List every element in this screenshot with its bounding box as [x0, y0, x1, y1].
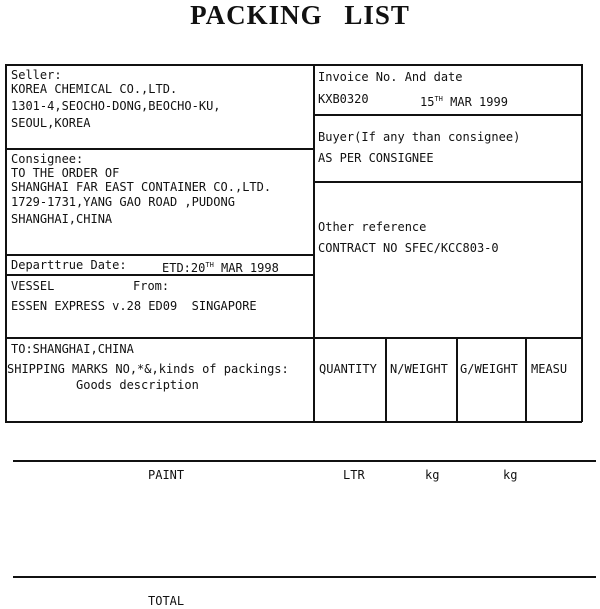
column-header-nweight: N/WEIGHT: [390, 362, 448, 376]
invoice-bottom-border: [313, 114, 582, 116]
goods-description-label: Goods description: [76, 378, 199, 392]
seller-bottom-border: [5, 148, 314, 150]
item-description: PAINT: [148, 468, 185, 482]
departure-etd: ETD:20TH MAR 1998: [162, 261, 279, 275]
vessel-value: ESSEN EXPRESS v.28 ED09 SINGAPORE: [11, 299, 257, 313]
invoice-number: KXB0320: [318, 92, 369, 106]
buyer-value: AS PER CONSIGNEE: [318, 151, 434, 165]
table-top-border: [5, 64, 582, 66]
vessel-bottom-border: [5, 337, 582, 339]
table-bottom-border: [5, 421, 582, 423]
seller-name: KOREA CHEMICAL CO.,LTD.: [11, 82, 178, 96]
total-label: TOTAL: [148, 594, 185, 608]
seller-label: Seller:: [11, 68, 62, 82]
consignee-line-1: TO THE ORDER OF: [11, 166, 120, 180]
item-nweight-unit: kg: [425, 468, 440, 482]
consignee-line-3: 1729-1731,YANG GAO ROAD ,PUDONG: [11, 195, 235, 209]
other-reference-label: Other reference: [318, 220, 427, 234]
seller-address-2: SEOUL,KOREA: [11, 116, 91, 130]
other-reference-value: CONTRACT NO SFEC/KCC803-0: [318, 241, 499, 255]
total-section-top-rule: [13, 576, 596, 578]
consignee-label: Consignee:: [11, 152, 84, 166]
table-center-divider: [313, 64, 315, 422]
destination: TO:SHANGHAI,CHINA: [11, 342, 134, 356]
invoice-label: Invoice No. And date: [318, 70, 463, 84]
shipping-marks-label: SHIPPING MARKS NO,*&,kinds of packings:: [7, 362, 289, 376]
invoice-date: 15TH MAR 1999: [420, 95, 508, 109]
column-divider-quantity: [385, 337, 387, 422]
consignee-line-2: SHANGHAI FAR EAST CONTAINER CO.,LTD.: [11, 180, 272, 194]
seller-address-1: 1301-4,SEOCHO-DONG,BEOCHO-KU,: [11, 99, 221, 113]
table-right-border: [581, 64, 583, 422]
column-header-measu: MEASU: [531, 362, 568, 376]
consignee-bottom-border: [5, 254, 314, 256]
column-divider-gweight: [525, 337, 527, 422]
consignee-line-4: SHANGHAI,CHINA: [11, 212, 113, 226]
item-section-top-rule: [13, 460, 596, 462]
departure-label: Departtrue Date:: [11, 258, 127, 272]
item-gweight-unit: kg: [503, 468, 518, 482]
buyer-bottom-border: [313, 181, 582, 183]
item-quantity-unit: LTR: [343, 468, 365, 482]
buyer-label: Buyer(If any than consignee): [318, 130, 521, 144]
column-header-gweight: G/WEIGHT: [460, 362, 518, 376]
vessel-from-label: From:: [133, 279, 170, 293]
column-divider-nweight: [456, 337, 458, 422]
column-header-quantity: QUANTITY: [319, 362, 377, 376]
document-title: PACKING LIST: [190, 0, 410, 30]
vessel-label: VESSEL: [11, 279, 55, 293]
